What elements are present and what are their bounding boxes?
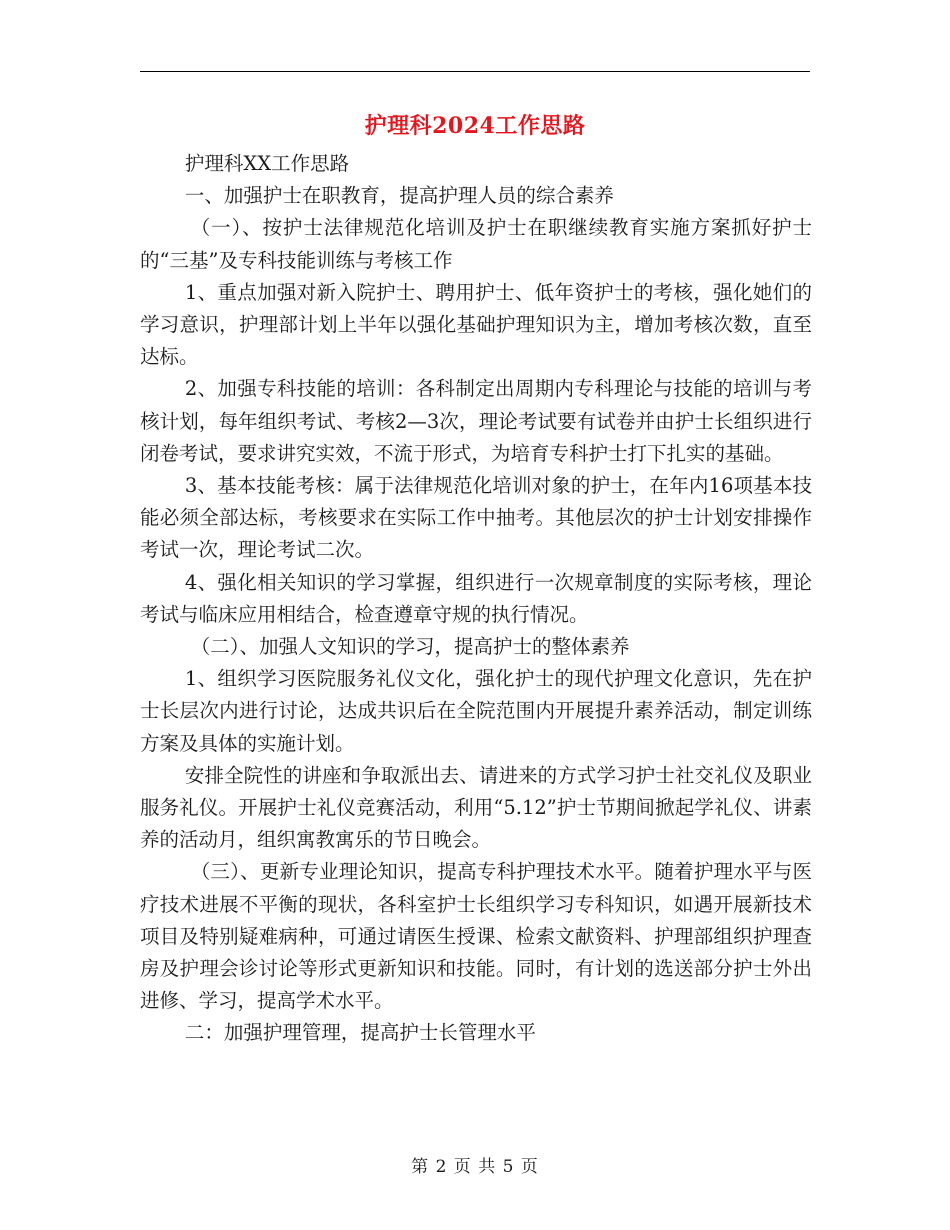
paragraph-section-1-heading: 一、加强护士在职教育，提高护理人员的综合素养 <box>184 184 614 208</box>
paragraph-subsection-2-heading: （二）、加强人文知识的学习，提高护士的整体素养 <box>190 635 630 659</box>
paragraph-subsection-1-heading: （一）、按护士法律规范化培训及护士在职继续教育实施方案抓好护士的“三基”及专科技能训练与考核工作 <box>140 216 812 272</box>
page-number-footer: 第 2 页 共 5 页 <box>411 1157 539 1177</box>
paragraph-item-1: 1、重点加强对新入院护士、聘用护士、低年资护士的考核，强化她们的学习意识，护理部计划上半年以强化基础护理知识为主，增加考核次数，直至达标。 <box>140 280 812 369</box>
paragraph-subsection-3: （三）、更新专业理论知识，提高专科护理技术水平。随着护理水平与医疗技术进展不平衡的现状，各科室护士长组织学习专科知识，如遇开展新技术项目及特别疑难病种，可通过请医生授课、检索文献资料、护理部组织护理查房及护理会诊讨论等形式更新知识和技能。同时，有计划的选送部分护士外出进修、学习，提高学术水平。 <box>140 860 812 1013</box>
paragraph-subtitle: 护理科XX工作思路 <box>184 152 350 175</box>
document-title: 护理科2024工作思路 <box>364 113 586 139</box>
paragraph-item-3: 3、基本技能考核：属于法律规范化培训对象的护士，在年内16项基本技能必须全部达标，考核要求在实际工作中抽考。其他层次的护士计划安排操作考试一次，理论考试二次。 <box>140 474 812 562</box>
document-body <box>140 148 812 1050</box>
paragraph-item-4: 4、强化相关知识的学习掌握，组织进行一次规章制度的实际考核，理论考试与临床应用相结合，检查遵章守规的执行情况。 <box>140 570 812 626</box>
paragraph-item-5: 1、组织学习医院服务礼仪文化，强化护士的现代护理文化意识，先在护士长层次内进行讨论，达成共识后在全院范围内开展提升素养活动，制定训练方案及具体的实施计划。 <box>140 667 812 755</box>
paragraph-section-2-heading: 二：加强护理管理，提高护士长管理水平 <box>184 1021 536 1045</box>
header-rule <box>140 71 810 72</box>
paragraph-item-2: 2、加强专科技能的培训：各科制定出周期内专科理论与技能的培训与考核计划，每年组织考试、考核2—3次，理论考试要有试卷并由护士长组织进行闭卷考试，要求讲究实效，不流于形式，为培育专科护士打下扎实的基础。 <box>140 377 812 465</box>
paragraph-item-6: 安排全院性的讲座和争取派出去、请进来的方式学习护士社交礼仪及职业服务礼仪。开展护士礼仪竞赛活动，利用“5.12”护士节期间掀起学礼仪、讲素养的活动月，组织寓教寓乐的节日晚会。 <box>140 763 812 852</box>
